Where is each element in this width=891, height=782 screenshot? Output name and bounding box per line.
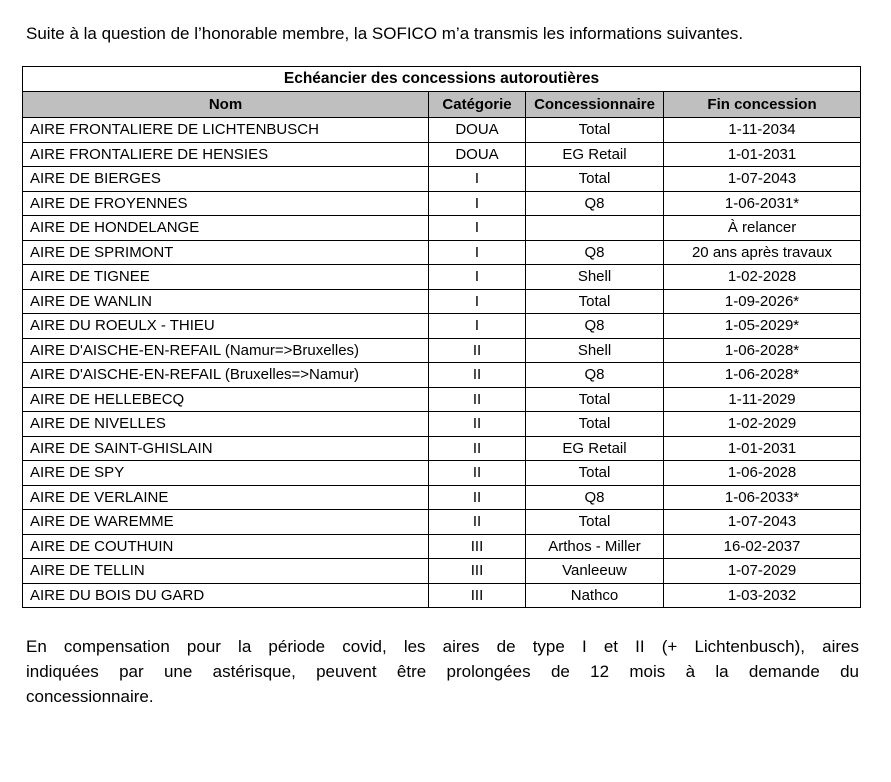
- cell-categorie: II: [429, 461, 526, 486]
- cell-categorie: II: [429, 436, 526, 461]
- cell-concessionnaire: Q8: [526, 485, 664, 510]
- cell-concessionnaire: Arthos - Miller: [526, 534, 664, 559]
- table-row: [23, 142, 861, 167]
- cell-fin-concession: 1-06-2033*: [664, 485, 861, 510]
- intro-paragraph: Suite à la question de l’honorable membre, la SOFICO m’a transmis les informations suivantes.: [26, 24, 744, 43]
- cell-nom: AIRE DE WANLIN: [23, 289, 429, 314]
- cell-fin-concession: 1-11-2029: [664, 387, 861, 412]
- table-header-row: [23, 92, 861, 118]
- table-row: [23, 338, 861, 363]
- concessions-table: [22, 66, 861, 608]
- cell-nom: AIRE DE TIGNEE: [23, 265, 429, 290]
- cell-nom: AIRE DE NIVELLES: [23, 412, 429, 437]
- cell-concessionnaire: Total: [526, 167, 664, 192]
- cell-concessionnaire: [526, 216, 664, 241]
- cell-nom: AIRE FRONTALIERE DE HENSIES: [23, 142, 429, 167]
- cell-categorie: I: [429, 265, 526, 290]
- cell-nom: AIRE D'AISCHE-EN-REFAIL (Namur=>Bruxelles): [23, 338, 429, 363]
- cell-categorie: II: [429, 387, 526, 412]
- cell-categorie: I: [429, 289, 526, 314]
- cell-nom: AIRE DE SAINT-GHISLAIN: [23, 436, 429, 461]
- cell-fin-concession: 1-09-2026*: [664, 289, 861, 314]
- cell-fin-concession: 1-07-2043: [664, 167, 861, 192]
- cell-categorie: II: [429, 338, 526, 363]
- table-row: [23, 510, 861, 535]
- cell-nom: AIRE DE TELLIN: [23, 559, 429, 584]
- cell-categorie: DOUA: [429, 142, 526, 167]
- cell-concessionnaire: Total: [526, 412, 664, 437]
- cell-nom: AIRE DE VERLAINE: [23, 485, 429, 510]
- table-title: Echéancier des concessions autoroutières: [23, 67, 861, 92]
- cell-fin-concession: 1-06-2028*: [664, 363, 861, 388]
- cell-concessionnaire: EG Retail: [526, 436, 664, 461]
- table-title-row: [23, 67, 861, 92]
- cell-categorie: II: [429, 363, 526, 388]
- closing-line-1: En compensation pour la période covid, les aires de type I et II (+ Lichtenbusch), aires: [26, 637, 859, 656]
- cell-nom: AIRE D'AISCHE-EN-REFAIL (Bruxelles=>Namur): [23, 363, 429, 388]
- cell-concessionnaire: Total: [526, 461, 664, 486]
- cell-fin-concession: 1-03-2032: [664, 583, 861, 608]
- cell-categorie: III: [429, 534, 526, 559]
- column-header-concessionnaire: Concessionnaire: [526, 92, 664, 118]
- cell-concessionnaire: Nathco: [526, 583, 664, 608]
- cell-fin-concession: 1-02-2029: [664, 412, 861, 437]
- cell-concessionnaire: Q8: [526, 314, 664, 339]
- cell-categorie: I: [429, 167, 526, 192]
- cell-concessionnaire: EG Retail: [526, 142, 664, 167]
- cell-categorie: I: [429, 191, 526, 216]
- cell-concessionnaire: Total: [526, 118, 664, 143]
- cell-fin-concession: 1-07-2043: [664, 510, 861, 535]
- table-row: [23, 534, 861, 559]
- cell-concessionnaire: Shell: [526, 338, 664, 363]
- cell-categorie: DOUA: [429, 118, 526, 143]
- table-row: [23, 191, 861, 216]
- table-row: [23, 167, 861, 192]
- cell-fin-concession: À relancer: [664, 216, 861, 241]
- cell-nom: AIRE DE HELLEBECQ: [23, 387, 429, 412]
- cell-categorie: III: [429, 583, 526, 608]
- cell-concessionnaire: Vanleeuw: [526, 559, 664, 584]
- cell-fin-concession: 1-02-2028: [664, 265, 861, 290]
- cell-fin-concession: 1-11-2034: [664, 118, 861, 143]
- table-row: [23, 412, 861, 437]
- table-row: [23, 216, 861, 241]
- column-header-nom: Nom: [23, 92, 429, 118]
- cell-nom: AIRE DE WAREMME: [23, 510, 429, 535]
- table-row: [23, 289, 861, 314]
- cell-nom: AIRE DU ROEULX - THIEU: [23, 314, 429, 339]
- cell-nom: AIRE DE SPRIMONT: [23, 240, 429, 265]
- cell-concessionnaire: Total: [526, 387, 664, 412]
- cell-concessionnaire: Total: [526, 289, 664, 314]
- closing-paragraph: [26, 634, 859, 709]
- table-row: [23, 363, 861, 388]
- cell-categorie: III: [429, 559, 526, 584]
- closing-line-2: indiquées par une astérisque, peuvent être prolongées de 12 mois à la demande du: [26, 662, 859, 681]
- table-body: [23, 118, 861, 608]
- cell-nom: AIRE DE COUTHUIN: [23, 534, 429, 559]
- cell-fin-concession: 1-01-2031: [664, 142, 861, 167]
- cell-categorie: I: [429, 314, 526, 339]
- table-row: [23, 387, 861, 412]
- cell-categorie: I: [429, 216, 526, 241]
- cell-concessionnaire: Q8: [526, 240, 664, 265]
- cell-fin-concession: 1-06-2028*: [664, 338, 861, 363]
- cell-nom: AIRE DE SPY: [23, 461, 429, 486]
- cell-categorie: II: [429, 510, 526, 535]
- table-row: [23, 485, 861, 510]
- cell-fin-concession: 20 ans après travaux: [664, 240, 861, 265]
- cell-categorie: II: [429, 412, 526, 437]
- column-header-categorie: Catégorie: [429, 92, 526, 118]
- cell-nom: AIRE FRONTALIERE DE LICHTENBUSCH: [23, 118, 429, 143]
- cell-fin-concession: 1-01-2031: [664, 436, 861, 461]
- column-header-fin-concession: Fin concession: [664, 92, 861, 118]
- cell-fin-concession: 1-05-2029*: [664, 314, 861, 339]
- table-row: [23, 314, 861, 339]
- cell-concessionnaire: Q8: [526, 363, 664, 388]
- cell-categorie: I: [429, 240, 526, 265]
- cell-nom: AIRE DE HONDELANGE: [23, 216, 429, 241]
- cell-fin-concession: 1-06-2031*: [664, 191, 861, 216]
- cell-concessionnaire: Total: [526, 510, 664, 535]
- cell-concessionnaire: Shell: [526, 265, 664, 290]
- cell-fin-concession: 1-06-2028: [664, 461, 861, 486]
- table-row: [23, 118, 861, 143]
- cell-nom: AIRE DE BIERGES: [23, 167, 429, 192]
- table-row: [23, 559, 861, 584]
- table-row: [23, 583, 861, 608]
- table-row: [23, 436, 861, 461]
- cell-fin-concession: 16-02-2037: [664, 534, 861, 559]
- cell-nom: AIRE DU BOIS DU GARD: [23, 583, 429, 608]
- table-row: [23, 461, 861, 486]
- table-row: [23, 240, 861, 265]
- closing-line-3: concessionnaire.: [26, 687, 154, 706]
- table-row: [23, 265, 861, 290]
- cell-categorie: II: [429, 485, 526, 510]
- cell-concessionnaire: Q8: [526, 191, 664, 216]
- cell-fin-concession: 1-07-2029: [664, 559, 861, 584]
- cell-nom: AIRE DE FROYENNES: [23, 191, 429, 216]
